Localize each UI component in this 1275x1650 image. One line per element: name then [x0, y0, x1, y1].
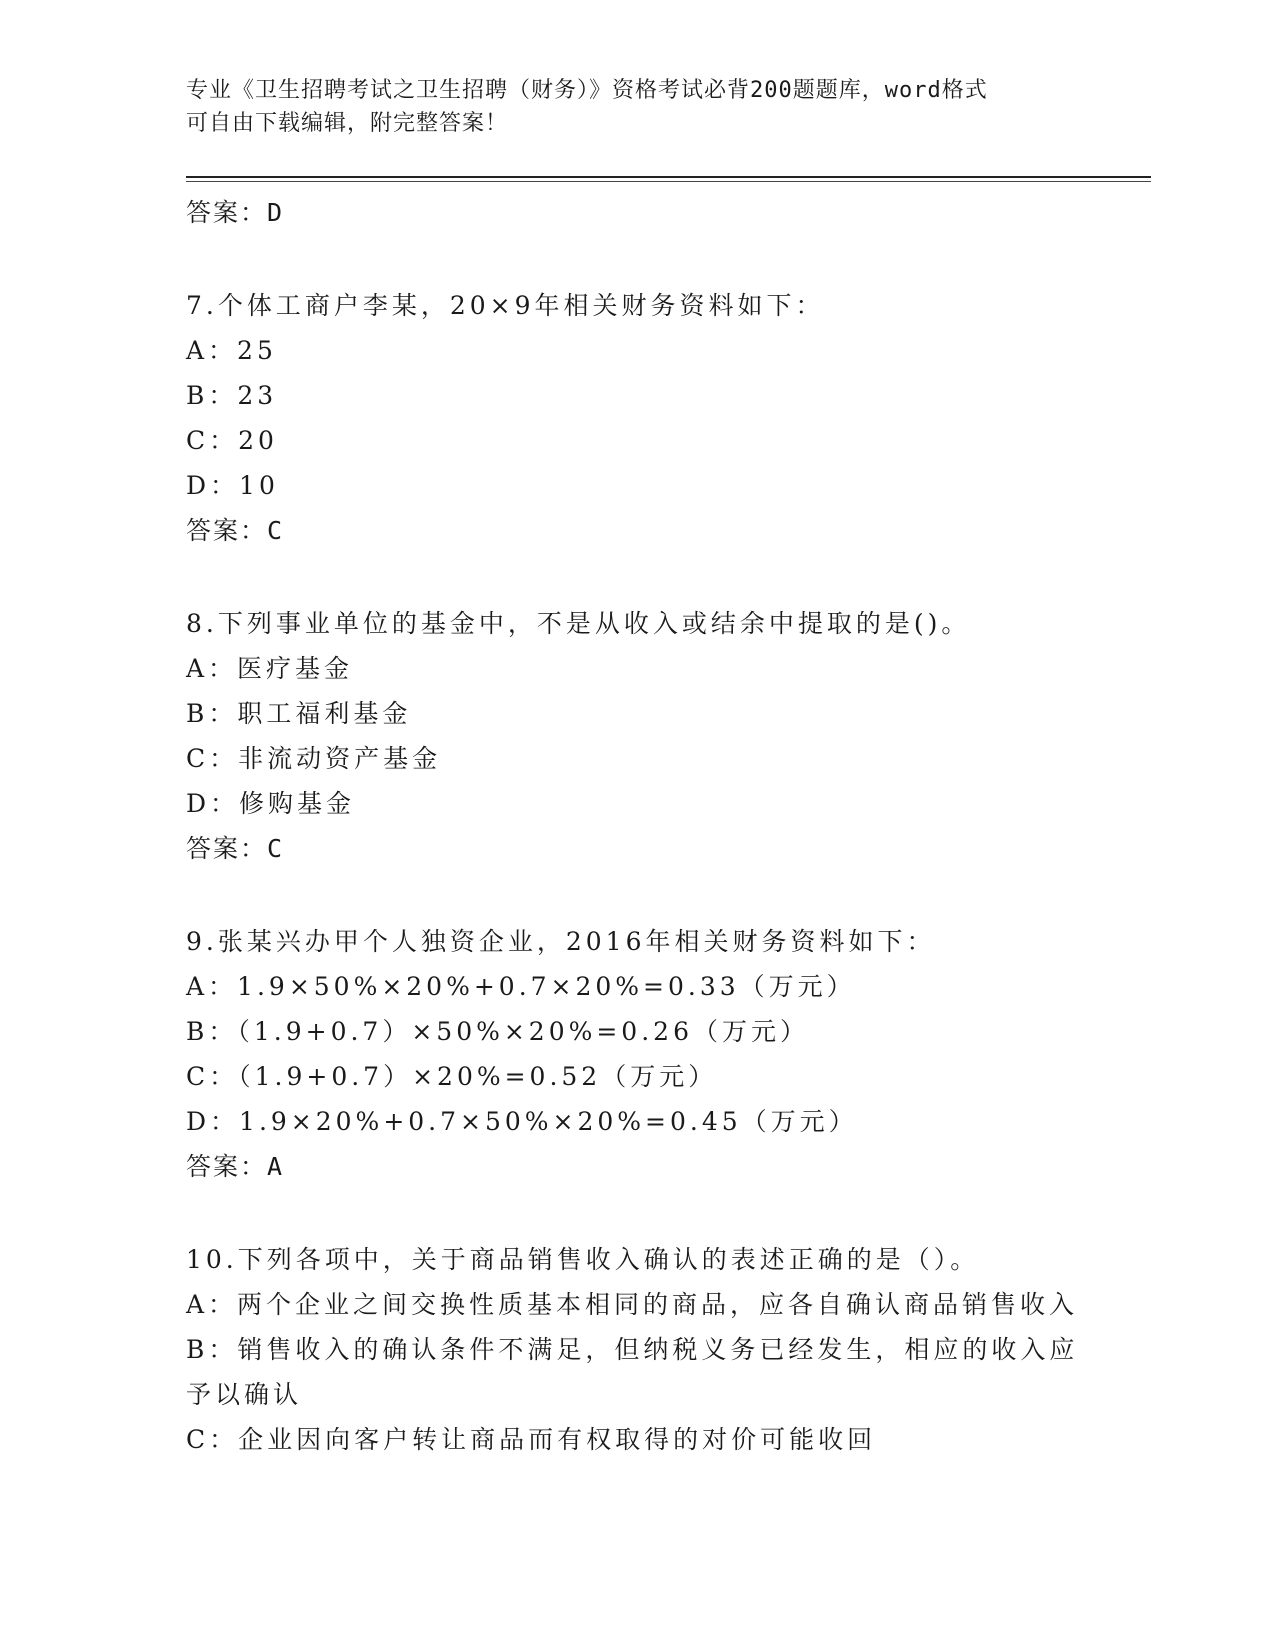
option-d: D：1.9×20%+0.7×50%×20%=0.45（万元） — [186, 1107, 858, 1136]
option-c: C：企业因向客户转让商品而有权取得的对价可能收回 — [186, 1425, 877, 1454]
question-stem: 8.下列事业单位的基金中，不是从收入或结余中提取的是()。 — [186, 609, 971, 638]
question-7 — [186, 283, 1086, 553]
answer-value: C — [267, 516, 285, 545]
question-stem: 9.张某兴办甲个人独资企业，2016年相关财务资料如下： — [186, 927, 936, 956]
answer-label: 答案： — [186, 834, 268, 863]
answer-label: 答案： — [186, 516, 268, 545]
previous-answer — [186, 190, 1086, 235]
answer-label: 答案： — [186, 198, 268, 227]
option-b-line-2: 予以确认 — [186, 1380, 303, 1409]
answer — [186, 1144, 1086, 1189]
option-a: A：1.9×50%×20%+0.7×20%=0.33（万元） — [186, 972, 856, 1001]
option-c: C：（1.9+0.7）×20%=0.52（万元） — [186, 1062, 718, 1091]
answer-label: 答案： — [186, 1152, 268, 1181]
option-b-line-1: B：销售收入的确认条件不满足，但纳税义务已经发生，相应的收入应 — [186, 1335, 1079, 1364]
option-b: B：23 — [186, 381, 278, 410]
answer — [186, 826, 1086, 871]
question-stem: 10.下列各项中，关于商品销售收入确认的表述正确的是（）。 — [186, 1245, 980, 1274]
option-d: D：修购基金 — [186, 789, 356, 818]
header-divider-thin — [186, 181, 1151, 182]
option-c: C：20 — [186, 426, 278, 455]
header-line-2: 可自由下载编辑，附完整答案！ — [186, 111, 509, 136]
option-d: D：10 — [186, 471, 279, 500]
option-a: A：25 — [186, 336, 277, 365]
answer-value: A — [267, 1152, 285, 1181]
answer-value: C — [267, 834, 285, 863]
question-stem: 7.个体工商户李某，20×9年相关财务资料如下： — [186, 291, 825, 320]
question-list — [186, 190, 1086, 1462]
option-a: A：医疗基金 — [186, 654, 354, 683]
header-line-1: 专业《卫生招聘考试之卫生招聘（财务）》资格考试必背200题题库，word格式 — [186, 78, 988, 103]
document-header — [186, 74, 1066, 140]
answer-value: D — [267, 198, 285, 227]
header-divider-thick — [186, 176, 1151, 178]
answer — [186, 508, 1086, 553]
option-b: B：（1.9+0.7）×50%×20%=0.26（万元） — [186, 1017, 809, 1046]
option-b: B：职工福利基金 — [186, 699, 412, 728]
option-c: C：非流动资产基金 — [186, 744, 442, 773]
question-10 — [186, 1237, 1086, 1462]
question-8 — [186, 601, 1086, 871]
question-9 — [186, 919, 1086, 1189]
option-a: A：两个企业之间交换性质基本相同的商品，应各自确认商品销售收入 — [186, 1290, 1079, 1319]
